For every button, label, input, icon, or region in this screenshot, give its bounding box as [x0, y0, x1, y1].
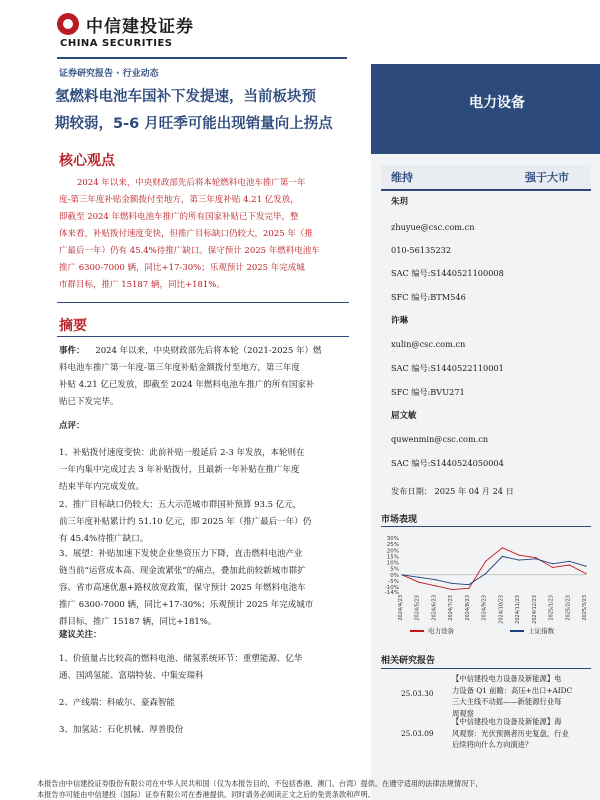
x-tick-label: 2025/3/23	[582, 595, 588, 621]
related-item[interactable]	[452, 716, 586, 751]
point-2	[59, 497, 351, 548]
publish-date: 发布日期： 2025 年 04 月 24 日	[391, 486, 514, 496]
rating-bar	[381, 165, 591, 191]
analyst-name: 许琳	[391, 316, 409, 326]
section-divider	[57, 302, 349, 303]
analyst-sac: SAC 编号:S1440521100008	[391, 268, 504, 278]
footer-line: 本报告亦可能由中信建投（国际）证券有限公司在香港提供。同时请务必阅读正文之后的免责条款和声明。	[37, 790, 375, 799]
x-tick-label: 2024/4/23	[398, 595, 404, 621]
related-line: 力设备 Q1 前瞻：高压+出口+AIDC	[452, 685, 573, 695]
legend-swatch	[410, 630, 424, 632]
data-point	[452, 589, 453, 590]
point-line: 2、推广目标缺口仍较大：五大示范城市群国补预算 93.5 亿元，	[59, 500, 302, 510]
legend-label: 电力设备	[428, 627, 454, 635]
related-date: 25.03.30	[401, 689, 434, 698]
core-line: 推广 6300-7000 辆，同比+17-30%；乐观预计 2025 年完成城	[59, 263, 305, 273]
point-line: 一年内集中完成过去 3 年补贴拨付，且最新一年补贴在推广年度	[59, 465, 300, 475]
point-line: 链当前“运营成本高、现金流紧张”的痛点，叠加此前较新城市群扩	[59, 566, 306, 576]
event-line: 2024 年以来，中央财政部先后将本轮（2021-2025 年）燃	[95, 346, 322, 356]
data-point	[435, 585, 436, 586]
analyst-email: zhuyue@csc.com.cn	[391, 222, 475, 232]
event-line: 补贴 4.21 亿已发放，即截至 2024 年燃料电池车推广的所有国家补	[59, 380, 315, 390]
logo-text-cn: 中信建投证券	[86, 17, 194, 37]
title-line-1: 氢燃料电池车国补下发提速，当前板块预	[55, 89, 316, 105]
data-point	[485, 561, 486, 562]
market-rule	[381, 526, 591, 527]
y-tick-label: -14%	[384, 590, 399, 596]
rating-label: 维持	[391, 171, 413, 184]
related-item[interactable]	[452, 673, 586, 719]
point-line: 3、展望：补贴加速下发使企业垫资压力下降，直击燃料电池产业	[59, 549, 303, 559]
x-tick-label: 2024/6/23	[431, 595, 438, 621]
title-line-2: 期较弱，5-6 月旺季可能出现销量向上拐点	[55, 116, 333, 132]
y-tick-label: 10%	[386, 560, 399, 567]
data-point	[569, 561, 570, 562]
point-line: 结束半年内完成发放。	[59, 482, 145, 492]
analyst-email: xulin@csc.com.cn	[391, 339, 466, 349]
legend-label: 上证指数	[528, 627, 555, 635]
focus-item: 通、国鸿氢能、富瑞特装、中集安瑞科	[59, 671, 204, 681]
x-tick-label: 2024/8/23	[464, 595, 471, 621]
related-line: 后续将向什么方向演进？	[452, 740, 533, 749]
data-point	[418, 582, 419, 583]
x-tick-label: 2024/11/23	[515, 595, 522, 624]
y-tick-label: -10%	[384, 585, 399, 592]
x-tick-label: 2025/2/23	[565, 595, 572, 621]
x-tick-label: 2024/12/23	[531, 595, 538, 624]
summary-heading: 摘要	[59, 318, 87, 334]
core-line: 度-第三年度补贴金额拨付至地方，第三年度补贴 4.21 亿发放，	[59, 195, 299, 205]
y-tick-label: -5%	[388, 578, 399, 585]
data-point	[435, 579, 436, 580]
related-line: 风观察：光伏预测者历史复盘，行业	[452, 728, 569, 738]
data-point	[518, 555, 519, 556]
chart-legend	[410, 626, 554, 635]
related-rule	[381, 668, 591, 669]
x-tick-label: 2024/5/23	[414, 595, 421, 621]
y-tick-label: 15%	[386, 554, 399, 561]
report-category: 证券研究报告 · 行业动态	[59, 69, 159, 79]
core-view-text	[59, 175, 349, 294]
data-point	[585, 566, 586, 567]
data-point	[418, 577, 419, 578]
y-tick-label: 0%	[390, 572, 399, 579]
analyst-phone: 010-56135232	[391, 245, 452, 255]
footer-disclaimer	[37, 778, 597, 800]
event-line: 料电池车推广第一年度-第三年度补贴金额拨付至地方，第三年度	[59, 363, 300, 373]
data-point	[518, 559, 519, 560]
analyst-sac: SAC 编号:S1440524050004	[391, 458, 504, 468]
data-point	[401, 574, 402, 575]
section-divider	[57, 336, 349, 337]
market-title: 市场表现	[381, 515, 418, 525]
data-point	[468, 588, 469, 589]
sector-name: 电力设备	[469, 95, 525, 111]
core-line: 2024 年以来，中央财政部先后将本轮燃料电池车推广第一年	[77, 178, 306, 188]
analyst-sfc: SFC 编号:BVU271	[391, 387, 465, 397]
analyst-name: 朱玥	[391, 197, 409, 207]
data-point	[552, 563, 553, 564]
point-line: 群目标，推广 15187 辆，同比+181%。	[59, 617, 217, 627]
x-tick-label: 2024/9/23	[481, 595, 488, 621]
analyst-sac: SAC 编号:S1440522110001	[391, 363, 504, 373]
sector-banner	[371, 64, 600, 154]
focus-item: 2、产线端：科威尔、豪森智能	[59, 698, 175, 708]
data-point	[485, 573, 486, 574]
y-tick-label: 30%	[386, 536, 399, 542]
related-line: 三大主线不动摇——新能源行业每	[452, 697, 562, 706]
analyst-sfc: SFC 编号:BTM546	[391, 292, 466, 302]
data-point	[502, 547, 503, 548]
point-line: 1、补贴拨付速度变快：此前补贴一般延后 2-3 年发放，本轮则在	[59, 448, 305, 458]
point-line: 容、省市高速优惠+路权放宽政策，保守预计 2025 年燃料电池车	[59, 583, 306, 593]
core-line: 广最后一年）仍有 45.4%待推广缺口。保守预计 2025 年燃料电池车	[59, 246, 320, 256]
report-title	[55, 84, 355, 138]
company-logo-icon	[57, 13, 79, 35]
point-line: 有 45.4%待推广缺口。	[59, 534, 149, 544]
focus-item: 3、加氢站：石化机械、厚普股份	[59, 725, 184, 735]
event-paragraph	[59, 343, 351, 411]
data-point	[452, 583, 453, 584]
series-line-1	[402, 556, 586, 584]
comment-label: 点评：	[59, 421, 85, 431]
y-tick-label: 5%	[390, 566, 399, 573]
x-tick-label: 2024/7/23	[448, 595, 455, 621]
related-line: 周观察	[452, 708, 474, 718]
x-tick-label: 2024/10/23	[498, 595, 505, 624]
point-line: 推广 6300-7000 辆，同比+17-30%；乐观预计 2025 年完成城市	[59, 600, 314, 610]
data-point	[585, 573, 586, 574]
point-3	[59, 546, 351, 631]
related-date: 25.03.09	[401, 729, 434, 738]
x-tick-label: 2025/1/23	[548, 595, 555, 621]
core-line: 市群目标，推广 15187 辆，同比+181%。	[59, 280, 225, 290]
data-point	[535, 558, 536, 559]
analyst-email: quwenmin@csc.com.cn	[391, 434, 489, 444]
core-line: 体来看，补贴拨付速度变快，但推广目标缺口仍较大，2025 年（推	[59, 229, 313, 239]
related-line: 【中信建投电力设备及新能源】海	[452, 717, 562, 726]
legend-swatch	[510, 630, 524, 632]
focus-label: 建议关注：	[59, 630, 102, 640]
analyst-name: 屈文敏	[391, 411, 417, 421]
data-point	[569, 564, 570, 565]
event-line: 贴已下发完毕。	[59, 397, 119, 407]
header-rule	[57, 57, 347, 59]
data-point	[535, 557, 536, 558]
event-label: 事件：	[59, 346, 85, 356]
y-tick-label: 25%	[386, 542, 399, 549]
related-title: 相关研究报告	[381, 656, 436, 666]
logo-text-en: CHINA SECURITIES	[60, 38, 173, 49]
rating-value: 强于大市	[525, 171, 569, 184]
footer-line: 本报告由中信建投证券股份有限公司在中华人民共和国（仅为本报告目的，不包括香港、澳门、台湾）提供。在遵守适用的法律法规情况下，	[37, 779, 483, 788]
focus-list	[59, 651, 351, 739]
data-point	[502, 556, 503, 557]
focus-item: 1、价值量占比较高的燃料电池、储氢系统环节：重塑能源、亿华	[59, 654, 303, 664]
point-1	[59, 445, 351, 496]
related-line: 【中信建投电力设备及新能源】电	[452, 674, 562, 683]
data-point	[552, 567, 553, 568]
series-line-0	[402, 548, 586, 590]
point-line: 前三年度补贴累计约 51.10 亿元，即 2025 年（推广最后一年）仍	[59, 517, 312, 527]
data-point	[468, 584, 469, 585]
y-tick-label: 20%	[386, 548, 399, 555]
core-line: 即截至 2024 年燃料电池车推广的所有国家补贴已下发完毕，整	[59, 212, 299, 222]
core-view-heading: 核心观点	[59, 153, 115, 169]
